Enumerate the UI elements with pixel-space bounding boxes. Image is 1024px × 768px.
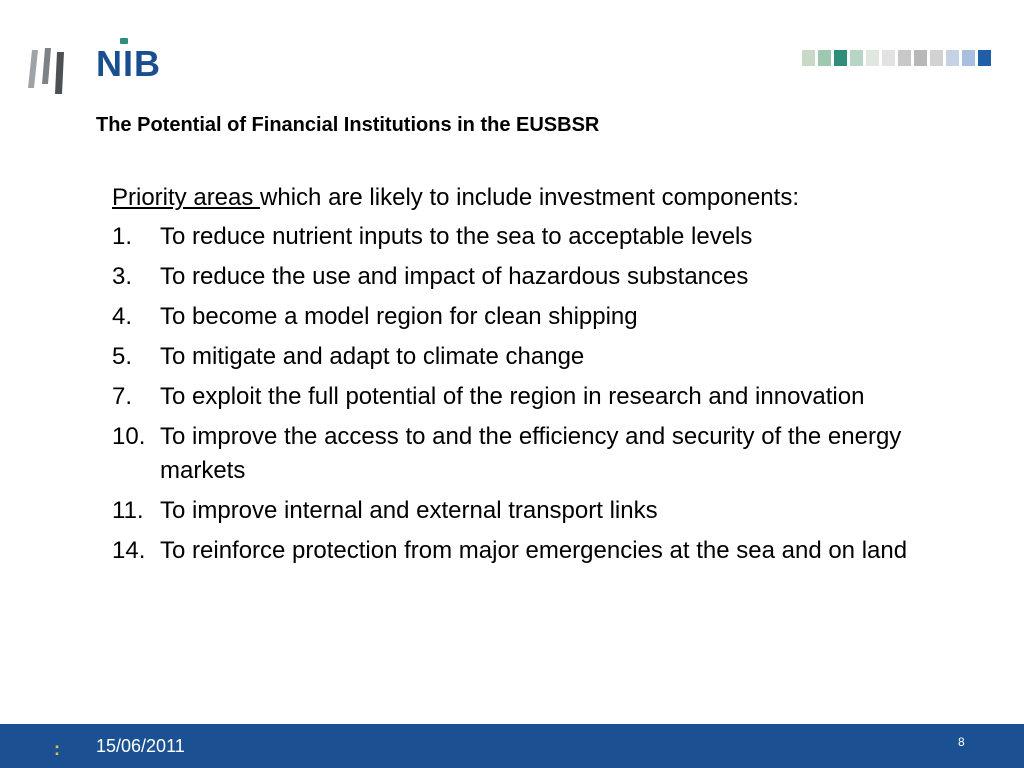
color-square xyxy=(914,50,927,66)
slide-body xyxy=(112,182,962,574)
list-item xyxy=(112,260,962,294)
color-square xyxy=(978,50,991,66)
color-square xyxy=(850,50,863,66)
item-number: 7. xyxy=(112,383,133,410)
color-squares-decoration xyxy=(802,50,991,66)
color-square xyxy=(818,50,831,66)
color-square xyxy=(898,50,911,66)
item-number: 10. xyxy=(112,423,146,450)
priority-list xyxy=(112,220,962,568)
list-item xyxy=(112,300,962,334)
item-text: To improve the access to and the efficiency and security of the energy markets xyxy=(160,423,902,484)
color-square xyxy=(930,50,943,66)
logo-text: NIB xyxy=(96,43,161,84)
list-item xyxy=(112,220,962,254)
list-item xyxy=(112,494,962,528)
item-number: 14. xyxy=(112,537,146,564)
item-text: To mitigate and adapt to climate change xyxy=(160,343,585,370)
item-text: To reduce nutrient inputs to the sea to acceptable levels xyxy=(160,223,753,250)
list-item xyxy=(112,380,962,414)
item-number: 1. xyxy=(112,223,133,250)
item-text: To exploit the full potential of the region in research and innovation xyxy=(160,383,865,410)
page-number: 8 xyxy=(958,735,965,749)
item-text: To reduce the use and impact of hazardous substances xyxy=(160,263,749,290)
intro-underlined: Priority areas xyxy=(112,184,261,211)
item-number: 5. xyxy=(112,343,133,370)
list-item xyxy=(112,340,962,374)
item-text: To become a model region for clean shipping xyxy=(160,303,638,330)
item-text: To improve internal and external transport links xyxy=(160,497,658,524)
intro-line xyxy=(112,182,962,214)
color-square xyxy=(866,50,879,66)
slide-title: The Potential of Financial Institutions in the EUSBSR xyxy=(96,114,600,136)
color-square xyxy=(834,50,847,66)
item-number: 3. xyxy=(112,263,133,290)
footer-dots-icon: : xyxy=(54,739,60,759)
color-square xyxy=(882,50,895,66)
nib-logo xyxy=(96,36,168,84)
color-square xyxy=(802,50,815,66)
color-square xyxy=(946,50,959,66)
color-square xyxy=(962,50,975,66)
footer-date: 15/06/2011 xyxy=(96,736,185,756)
intro-rest: which are likely to include investment components: xyxy=(260,184,799,211)
item-text: To reinforce protection from major emergencies at the sea and on land xyxy=(160,537,908,564)
footer-bar xyxy=(0,724,1024,768)
item-number: 11. xyxy=(112,497,144,524)
list-item xyxy=(112,534,962,568)
item-number: 4. xyxy=(112,303,133,330)
list-item xyxy=(112,420,962,488)
slash-logo-icon xyxy=(24,44,74,96)
